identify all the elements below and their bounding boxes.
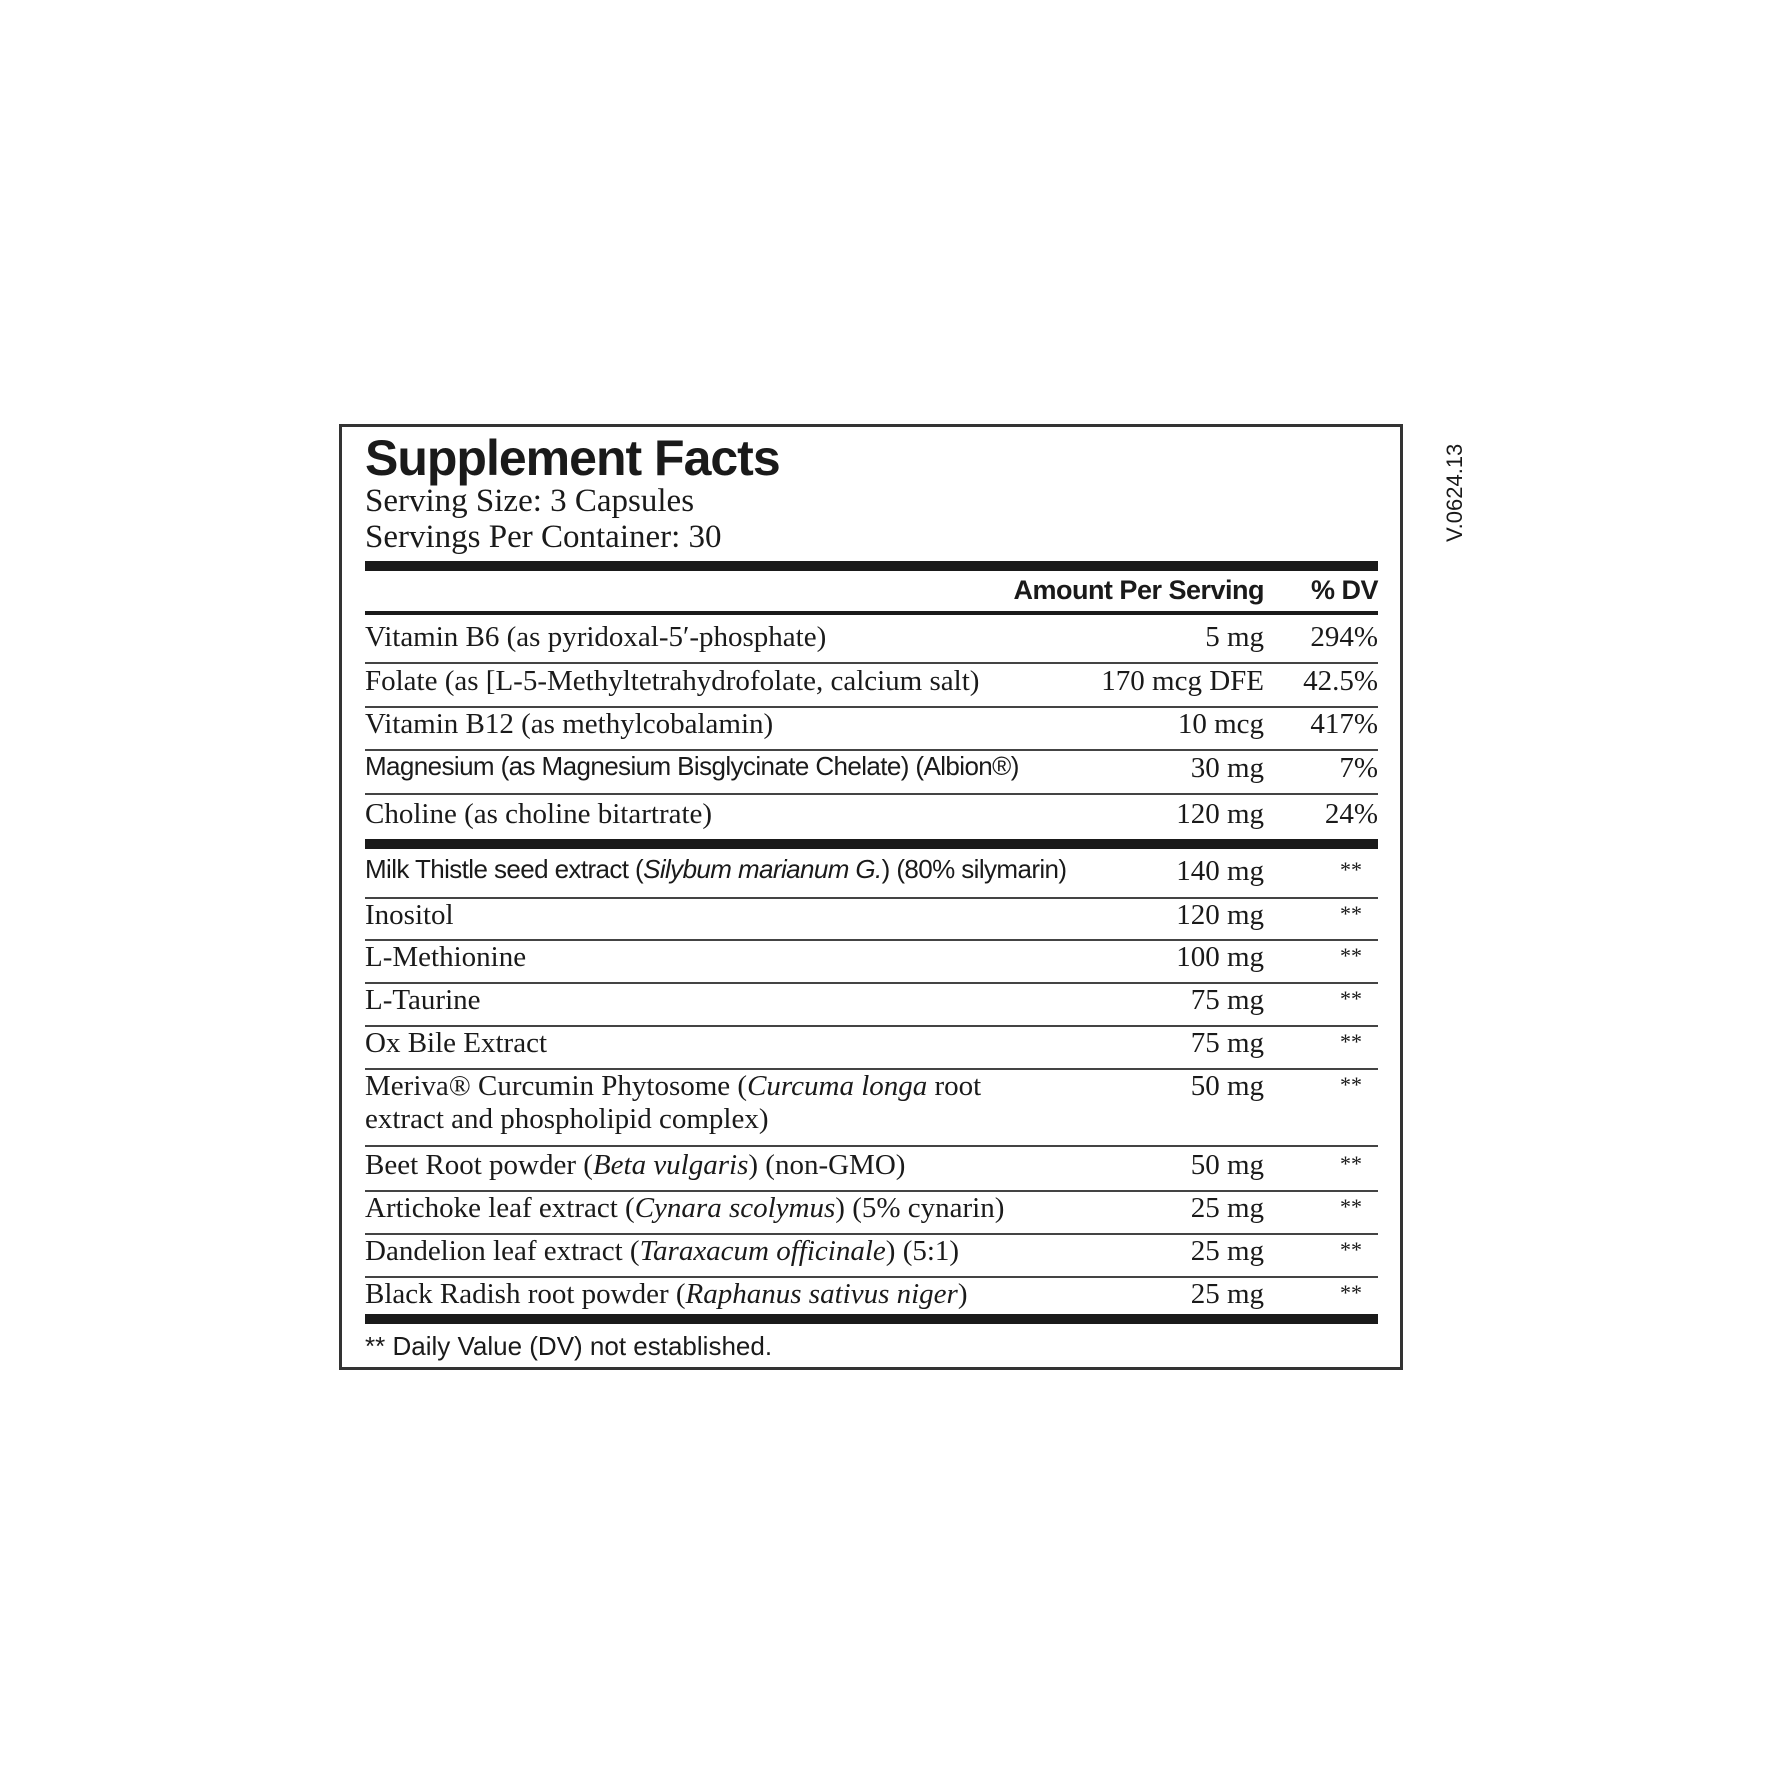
ingredient-amount: 50 mg: [1190, 1149, 1264, 1181]
nutrient-amount: 10 mcg: [1177, 708, 1264, 740]
ingredient-dv: **: [1340, 1194, 1362, 1219]
row-divider: [365, 793, 1378, 795]
ingredient-dv: **: [1340, 1029, 1362, 1054]
nutrient-name: Choline (as choline bitartrate): [365, 798, 713, 830]
header-thick-rule: [365, 561, 1378, 571]
ingredient-dv: **: [1340, 901, 1362, 926]
ingredient-amount: 75 mg: [1190, 984, 1264, 1016]
ingredient-dv: **: [1340, 857, 1362, 882]
nutrient-name: Folate (as [L-5-Methyltetrahydrofolate, calcium salt): [365, 665, 980, 697]
footnote: ** Daily Value (DV) not established.: [365, 1331, 773, 1361]
ingredient-dv: **: [1340, 1280, 1362, 1305]
ingredient-name: Artichoke leaf extract (Cynara scolymus) (5% cynarin): [365, 1192, 1005, 1224]
ingredient-dv: **: [1340, 943, 1362, 968]
nutrient-amount: 170 mcg DFE: [1101, 665, 1264, 697]
nutrient-amount: 30 mg: [1190, 752, 1264, 784]
dv-header: % DV: [1310, 575, 1378, 605]
ingredient-name: Meriva® Curcumin Phytosome (Curcuma longa root extract and phospholipid complex): [365, 1070, 982, 1136]
amount-per-serving-header: Amount Per Serving: [1013, 575, 1264, 605]
ingredient-name: Black Radish root powder (Raphanus sativus niger): [365, 1278, 968, 1310]
bottom-thick-rule: [365, 1314, 1378, 1324]
ingredient-name: L-Taurine: [365, 984, 481, 1016]
ingredient-amount: 100 mg: [1176, 941, 1264, 973]
supplement-facts-inner: [365, 427, 1378, 1367]
ingredient-amount: 120 mg: [1176, 899, 1264, 931]
nutrient-dv: 294%: [1310, 621, 1378, 653]
ingredient-amount: 25 mg: [1190, 1278, 1264, 1310]
ingredient-name: Dandelion leaf extract (Taraxacum officinale) (5:1): [365, 1235, 960, 1267]
nutrient-dv: 24%: [1324, 798, 1378, 830]
nutrient-dv: 42.5%: [1303, 665, 1378, 697]
supplement-facts-panel: [339, 424, 1403, 1370]
nutrient-amount: 5 mg: [1205, 621, 1264, 653]
ingredient-name: Inositol: [365, 899, 454, 931]
section-thick-rule: [365, 839, 1378, 849]
nutrient-name: Magnesium (as Magnesium Bisglycinate Chelate) (Albion®): [365, 751, 1019, 781]
ingredient-amount: 75 mg: [1190, 1027, 1264, 1059]
ingredient-amount: 50 mg: [1190, 1070, 1264, 1102]
servings-per-container: Servings Per Container: 30: [365, 519, 722, 555]
version-code: V.0624.13: [1442, 443, 1467, 542]
ingredient-name: Ox Bile Extract: [365, 1027, 548, 1059]
ingredient-name: Beet Root powder (Beta vulgaris) (non-GMO): [365, 1149, 906, 1181]
ingredient-dv: **: [1340, 1151, 1362, 1176]
ingredient-dv: **: [1340, 1237, 1362, 1262]
row-divider: [365, 662, 1378, 664]
ingredient-dv: **: [1340, 986, 1362, 1011]
nutrient-dv: 7%: [1339, 752, 1378, 784]
ingredient-amount: 25 mg: [1190, 1192, 1264, 1224]
nutrient-amount: 120 mg: [1176, 798, 1264, 830]
ingredient-amount: 140 mg: [1176, 855, 1264, 887]
serving-size: Serving Size: 3 Capsules: [365, 483, 695, 519]
ingredient-amount: 25 mg: [1190, 1235, 1264, 1267]
ingredient-name: L-Methionine: [365, 941, 527, 973]
nutrient-name: Vitamin B6 (as pyridoxal-5′-phosphate): [365, 621, 827, 653]
nutrient-dv: 417%: [1310, 708, 1378, 740]
nutrient-name: Vitamin B12 (as methylcobalamin): [365, 708, 774, 740]
panel-title: Supplement Facts: [365, 430, 780, 486]
ingredient-name: Milk Thistle seed extract (Silybum marianum G.) (80% silymarin): [365, 854, 1067, 884]
row-divider: [365, 1145, 1378, 1147]
ingredient-dv: **: [1340, 1072, 1362, 1097]
header-bottom-rule: [365, 611, 1378, 615]
